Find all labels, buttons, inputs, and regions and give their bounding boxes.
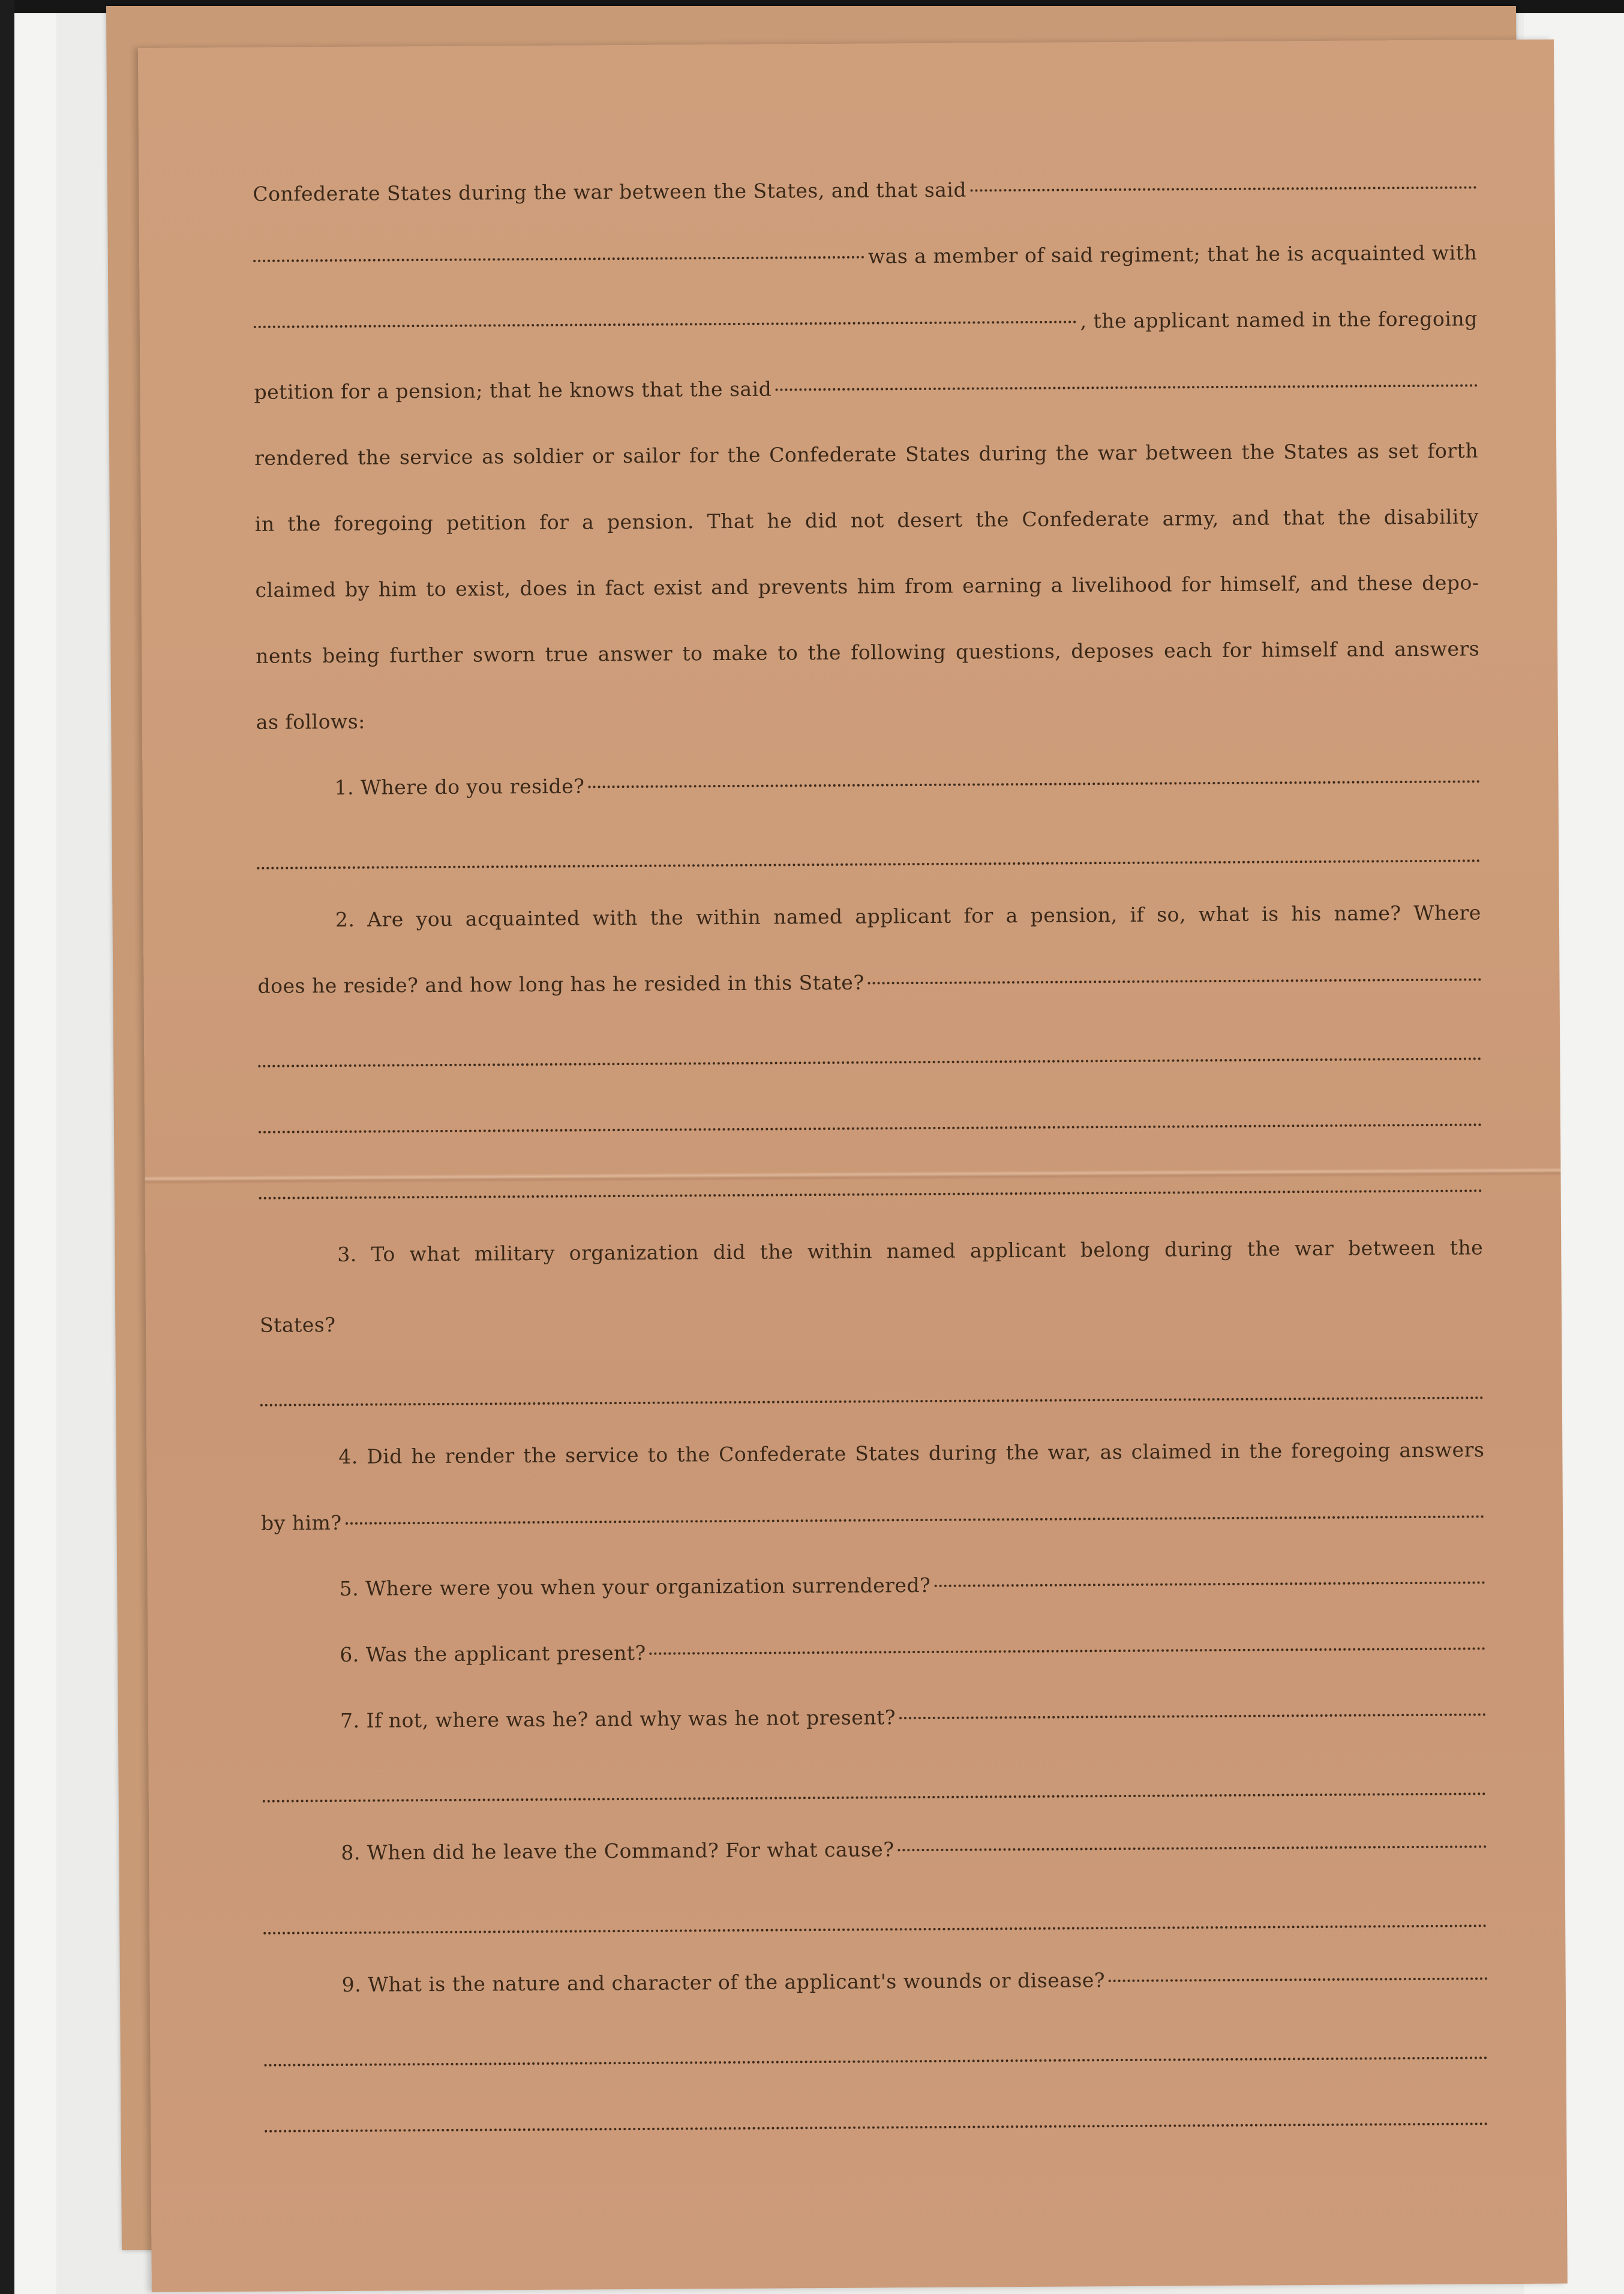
answer-5-blank[interactable] — [934, 1581, 1485, 1587]
answer-2-line-2 — [258, 1012, 1482, 1085]
answer-3-line — [260, 1351, 1484, 1424]
question-2-label-2: does he reside? and how long has he resided in this State? — [257, 970, 864, 998]
question-2 — [257, 880, 1482, 953]
text-line-1-label: Confederate States during the war between the States, and that said — [253, 178, 967, 206]
question-9 — [263, 1945, 1488, 2018]
fill-in-blank-applicant-name[interactable] — [254, 320, 1077, 328]
answer-7-line-2 — [262, 1747, 1487, 1820]
text-line-8 — [256, 616, 1480, 689]
question-7 — [262, 1681, 1487, 1754]
question-3-label-2: States? — [259, 1313, 336, 1337]
answer-2-blank-2[interactable] — [258, 1057, 1482, 1067]
answer-9-line-2 — [264, 2011, 1488, 2084]
answer-2-line-4 — [259, 1144, 1483, 1217]
text-line-3-label: , the applicant named in the foregoing — [1080, 307, 1478, 333]
question-4 — [260, 1417, 1485, 1490]
fill-in-blank-said-name[interactable] — [970, 186, 1476, 191]
text-line-7 — [255, 550, 1479, 623]
answer-9-blank-3[interactable] — [265, 2122, 1488, 2132]
question-5-label: 5. Where were you when your organization surrendered? — [339, 1573, 931, 1600]
question-7-label: 7. If not, where was he? and why was he not present? — [340, 1705, 896, 1732]
question-8-label: 8. When did he leave the Command? For what cause? — [341, 1837, 894, 1864]
fill-in-blank-member-name[interactable] — [253, 256, 864, 262]
answer-8-blank[interactable] — [897, 1845, 1487, 1851]
fill-in-blank-said-applicant[interactable] — [775, 384, 1478, 391]
scan-left-border — [0, 0, 14, 2294]
text-line-2-label: was a member of said regiment; that he is acquainted with — [867, 241, 1478, 268]
answer-2-blank[interactable] — [868, 978, 1482, 984]
question-5 — [261, 1549, 1485, 1622]
answer-6-blank[interactable] — [650, 1647, 1486, 1655]
answer-9-blank-2[interactable] — [265, 2056, 1488, 2066]
answer-9-line-3 — [265, 2077, 1489, 2150]
question-1 — [256, 748, 1481, 821]
answer-2-blank-4[interactable] — [259, 1189, 1483, 1199]
question-1-label: 1. Where do you reside? — [334, 774, 585, 800]
text-line-9 — [256, 682, 1481, 755]
question-2-label: 2. Are you acquainted with the within named applicant for a pension, if so, what is his name? Where — [335, 901, 1481, 932]
answer-1-blank-2[interactable] — [257, 859, 1481, 869]
text-line-8-label: nents being further sworn true answer to make to the following questions, deposes each for himself and answers — [256, 637, 1480, 668]
text-line-6 — [255, 484, 1479, 557]
answer-7-blank-2[interactable] — [263, 1792, 1487, 1802]
question-9-label: 9. What is the nature and character of the applicant's wounds or disease? — [341, 1968, 1106, 1996]
question-3-label: 3. To what military organization did the within named applicant belong during the war between the — [337, 1236, 1484, 1267]
text-line-9-label: as follows: — [256, 709, 365, 734]
text-line-6-label: in the foregoing petition for a pension. That he did not desert the Confederate army, and that the disability — [254, 505, 1479, 536]
question-6-label: 6. Was the applicant present? — [340, 1641, 646, 1666]
question-4-label: 4. Did he render the service to the Confederate States during the war, as claimed in the foregoing answers — [338, 1438, 1485, 1469]
question-3-continued — [260, 1285, 1484, 1358]
text-line-5-label: rendered the service as soldier or sailor for the Confederate States during the war between the States as set forth — [254, 439, 1479, 470]
question-3 — [259, 1210, 1484, 1292]
answer-4-blank[interactable] — [346, 1515, 1485, 1525]
answer-3-blank[interactable] — [260, 1396, 1484, 1406]
question-8 — [263, 1813, 1487, 1886]
text-line-7-label: claimed by him to exist, does in fact exist and prevents him from earning a livelihood for himself, and these depo- — [255, 571, 1479, 602]
answer-9-blank[interactable] — [1109, 1977, 1488, 1982]
answer-1-line-2 — [257, 814, 1481, 887]
answer-8-line-2 — [263, 1879, 1488, 1952]
text-line-1 — [253, 154, 1477, 227]
answer-2-line-3 — [259, 1078, 1483, 1151]
text-line-4 — [254, 352, 1478, 425]
answer-7-blank[interactable] — [899, 1713, 1486, 1719]
text-line-5 — [254, 418, 1479, 491]
text-line-4-label: petition for a pension; that he knows that the said — [254, 377, 772, 404]
answer-1-blank[interactable] — [588, 780, 1480, 788]
document-page — [138, 40, 1568, 2292]
question-4-continued — [261, 1483, 1485, 1556]
answer-8-blank-2[interactable] — [263, 1924, 1487, 1934]
question-6 — [262, 1615, 1486, 1688]
question-4-label-2: by him? — [260, 1510, 342, 1535]
question-2-continued — [257, 946, 1482, 1019]
answer-2-blank-3[interactable] — [259, 1123, 1482, 1133]
scan-left-margin — [14, 13, 56, 2294]
affidavit-text — [253, 154, 1488, 2150]
text-line-2 — [253, 220, 1478, 293]
text-line-3 — [254, 286, 1478, 359]
